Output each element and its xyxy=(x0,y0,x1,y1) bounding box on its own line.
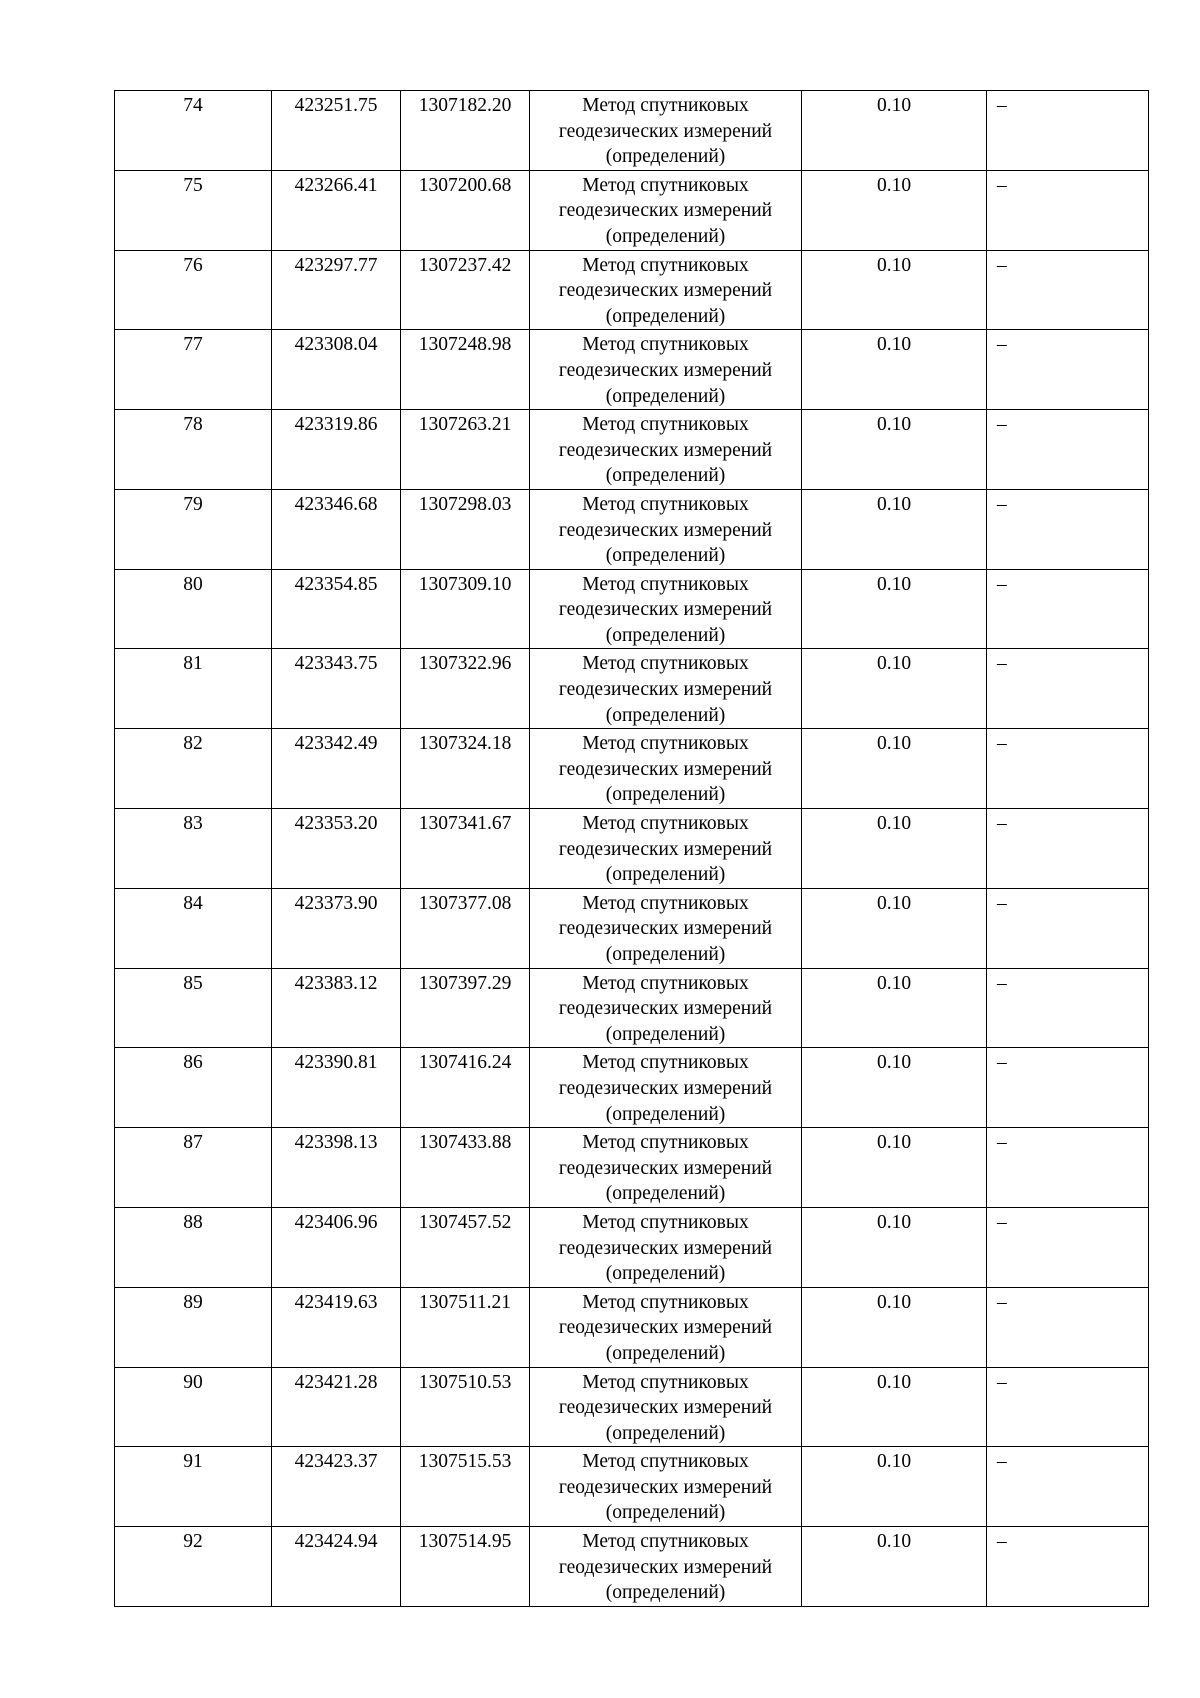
table-row xyxy=(115,649,1149,729)
coordinate-y-cell: 1307298.03 xyxy=(401,489,530,569)
table-row xyxy=(115,250,1149,330)
coordinate-x-cell: 423383.12 xyxy=(272,968,401,1048)
point-number-cell: 78 xyxy=(115,410,272,490)
note-cell: – xyxy=(987,489,1149,569)
method-cell xyxy=(530,1447,802,1527)
method-text-line: (определений) xyxy=(605,1023,726,1045)
method-cell xyxy=(530,170,802,250)
point-number-cell: 88 xyxy=(115,1207,272,1287)
method-cell xyxy=(530,1048,802,1128)
coordinate-x-cell: 423251.75 xyxy=(272,91,401,171)
method-text-line: Метод спутниковых xyxy=(582,1451,749,1473)
method-text-line: (определений) xyxy=(605,465,726,487)
table-row xyxy=(115,489,1149,569)
coordinate-y-cell: 1307263.21 xyxy=(401,410,530,490)
method-text-line: геодезических измерений xyxy=(558,1556,773,1578)
coordinate-y-cell: 1307341.67 xyxy=(401,809,530,889)
method-text-line: геодезических измерений xyxy=(558,599,773,621)
note-cell: – xyxy=(987,1447,1149,1527)
point-number-cell: 89 xyxy=(115,1287,272,1367)
method-text-line: геодезических измерений xyxy=(558,519,773,541)
coordinate-y-cell: 1307182.20 xyxy=(401,91,530,171)
note-cell: – xyxy=(987,170,1149,250)
note-cell: – xyxy=(987,1207,1149,1287)
coordinate-x-cell: 423406.96 xyxy=(272,1207,401,1287)
method-cell xyxy=(530,649,802,729)
coordinate-y-cell: 1307510.53 xyxy=(401,1367,530,1447)
method-text-line: геодезических измерений xyxy=(558,200,773,222)
accuracy-cell: 0.10 xyxy=(802,649,987,729)
method-text-line: (определений) xyxy=(605,385,726,407)
coordinate-y-cell: 1307416.24 xyxy=(401,1048,530,1128)
note-cell: – xyxy=(987,1048,1149,1128)
method-text-line: Метод спутниковых xyxy=(582,1211,749,1233)
method-text-line: Метод спутниковых xyxy=(582,254,749,276)
accuracy-cell: 0.10 xyxy=(802,489,987,569)
method-text-line: (определений) xyxy=(605,784,726,806)
note-cell: – xyxy=(987,250,1149,330)
point-number-cell: 82 xyxy=(115,729,272,809)
table-row xyxy=(115,1048,1149,1128)
method-text-line: геодезических измерений xyxy=(558,439,773,461)
coordinate-x-cell: 423398.13 xyxy=(272,1128,401,1208)
note-cell: – xyxy=(987,1287,1149,1367)
point-number-cell: 86 xyxy=(115,1048,272,1128)
method-text-line: Метод спутниковых xyxy=(582,1531,749,1553)
method-text-line: (определений) xyxy=(605,704,726,726)
method-text-line: Метод спутниковых xyxy=(582,174,749,196)
method-text-line: геодезических измерений xyxy=(558,1237,773,1259)
coordinate-y-cell: 1307433.88 xyxy=(401,1128,530,1208)
method-cell xyxy=(530,1367,802,1447)
method-text-line: Метод спутниковых xyxy=(582,892,749,914)
point-number-cell: 87 xyxy=(115,1128,272,1208)
method-cell xyxy=(530,330,802,410)
coordinate-x-cell: 423419.63 xyxy=(272,1287,401,1367)
method-cell xyxy=(530,489,802,569)
accuracy-cell: 0.10 xyxy=(802,1367,987,1447)
method-cell xyxy=(530,91,802,171)
method-cell xyxy=(530,569,802,649)
method-cell xyxy=(530,968,802,1048)
coordinate-y-cell: 1307309.10 xyxy=(401,569,530,649)
coordinate-x-cell: 423390.81 xyxy=(272,1048,401,1128)
coordinate-x-cell: 423319.86 xyxy=(272,410,401,490)
point-number-cell: 92 xyxy=(115,1527,272,1607)
table-row xyxy=(115,968,1149,1048)
method-text-line: геодезических измерений xyxy=(558,838,773,860)
method-text-line: Метод спутниковых xyxy=(582,813,749,835)
method-text-line: (определений) xyxy=(605,1103,726,1125)
note-cell: – xyxy=(987,968,1149,1048)
point-number-cell: 83 xyxy=(115,809,272,889)
method-text-line: геодезических измерений xyxy=(558,679,773,701)
table-row xyxy=(115,1287,1149,1367)
method-text-line: Метод спутниковых xyxy=(582,1371,749,1393)
table-row xyxy=(115,410,1149,490)
method-text-line: (определений) xyxy=(605,1582,726,1604)
point-number-cell: 80 xyxy=(115,569,272,649)
point-number-cell: 91 xyxy=(115,1447,272,1527)
method-text-line: геодезических измерений xyxy=(558,758,773,780)
method-cell xyxy=(530,809,802,889)
table-row xyxy=(115,91,1149,171)
accuracy-cell: 0.10 xyxy=(802,809,987,889)
point-number-cell: 90 xyxy=(115,1367,272,1447)
method-text-line: Метод спутниковых xyxy=(582,733,749,755)
coordinate-x-cell: 423342.49 xyxy=(272,729,401,809)
accuracy-cell: 0.10 xyxy=(802,1447,987,1527)
point-number-cell: 77 xyxy=(115,330,272,410)
method-text-line: (определений) xyxy=(605,1342,726,1364)
method-text-line: Метод спутниковых xyxy=(582,573,749,595)
coordinate-x-cell: 423266.41 xyxy=(272,170,401,250)
table-row xyxy=(115,1128,1149,1208)
method-text-line: (определений) xyxy=(605,624,726,646)
point-number-cell: 81 xyxy=(115,649,272,729)
method-cell xyxy=(530,1207,802,1287)
method-cell xyxy=(530,1527,802,1607)
point-number-cell: 85 xyxy=(115,968,272,1048)
accuracy-cell: 0.10 xyxy=(802,1527,987,1607)
method-cell xyxy=(530,1287,802,1367)
method-text-line: геодезических измерений xyxy=(558,1397,773,1419)
coordinate-x-cell: 423354.85 xyxy=(272,569,401,649)
point-number-cell: 75 xyxy=(115,170,272,250)
point-number-cell: 79 xyxy=(115,489,272,569)
method-text-line: (определений) xyxy=(605,864,726,886)
coordinate-x-cell: 423308.04 xyxy=(272,330,401,410)
method-text-line: геодезических измерений xyxy=(558,998,773,1020)
accuracy-cell: 0.10 xyxy=(802,729,987,809)
method-text-line: Метод спутниковых xyxy=(582,1132,749,1154)
method-text-line: геодезических измерений xyxy=(558,359,773,381)
coordinate-x-cell: 423423.37 xyxy=(272,1447,401,1527)
coordinate-y-cell: 1307511.21 xyxy=(401,1287,530,1367)
accuracy-cell: 0.10 xyxy=(802,1287,987,1367)
coordinate-x-cell: 423346.68 xyxy=(272,489,401,569)
method-cell xyxy=(530,729,802,809)
point-number-cell: 84 xyxy=(115,888,272,968)
coordinate-y-cell: 1307515.53 xyxy=(401,1447,530,1527)
table-row xyxy=(115,1367,1149,1447)
coordinates-table xyxy=(114,90,1149,1607)
accuracy-cell: 0.10 xyxy=(802,250,987,330)
method-text-line: Метод спутниковых xyxy=(582,1291,749,1313)
table-row xyxy=(115,729,1149,809)
method-text-line: геодезических измерений xyxy=(558,120,773,142)
point-number-cell: 74 xyxy=(115,91,272,171)
coordinate-y-cell: 1307397.29 xyxy=(401,968,530,1048)
method-text-line: геодезических измерений xyxy=(558,918,773,940)
coordinate-x-cell: 423353.20 xyxy=(272,809,401,889)
method-cell xyxy=(530,1128,802,1208)
method-text-line: (определений) xyxy=(605,146,726,168)
accuracy-cell: 0.10 xyxy=(802,888,987,968)
coordinate-x-cell: 423343.75 xyxy=(272,649,401,729)
note-cell: – xyxy=(987,729,1149,809)
method-text-line: геодезических измерений xyxy=(558,1317,773,1339)
note-cell: – xyxy=(987,91,1149,171)
method-text-line: Метод спутниковых xyxy=(582,653,749,675)
coordinate-x-cell: 423373.90 xyxy=(272,888,401,968)
coordinate-y-cell: 1307457.52 xyxy=(401,1207,530,1287)
coordinate-x-cell: 423424.94 xyxy=(272,1527,401,1607)
method-text-line: (определений) xyxy=(605,225,726,247)
table-row xyxy=(115,330,1149,410)
coordinate-x-cell: 423421.28 xyxy=(272,1367,401,1447)
method-cell xyxy=(530,410,802,490)
note-cell: – xyxy=(987,888,1149,968)
method-text-line: (определений) xyxy=(605,1183,726,1205)
accuracy-cell: 0.10 xyxy=(802,1048,987,1128)
method-text-line: геодезических измерений xyxy=(558,1077,773,1099)
method-text-line: (определений) xyxy=(605,1502,726,1524)
method-text-line: Метод спутниковых xyxy=(582,972,749,994)
accuracy-cell: 0.10 xyxy=(802,569,987,649)
table-row xyxy=(115,170,1149,250)
table-row xyxy=(115,809,1149,889)
method-cell xyxy=(530,888,802,968)
table-row xyxy=(115,888,1149,968)
accuracy-cell: 0.10 xyxy=(802,170,987,250)
accuracy-cell: 0.10 xyxy=(802,91,987,171)
coordinate-x-cell: 423297.77 xyxy=(272,250,401,330)
method-text-line: (определений) xyxy=(605,1263,726,1285)
coordinate-y-cell: 1307237.42 xyxy=(401,250,530,330)
method-text-line: Метод спутниковых xyxy=(582,493,749,515)
method-text-line: Метод спутниковых xyxy=(582,95,749,116)
point-number-cell: 76 xyxy=(115,250,272,330)
note-cell: – xyxy=(987,649,1149,729)
note-cell: – xyxy=(987,1527,1149,1607)
method-text-line: геодезических измерений xyxy=(558,280,773,302)
table-row xyxy=(115,1207,1149,1287)
method-text-line: Метод спутниковых xyxy=(582,414,749,436)
coordinate-y-cell: 1307322.96 xyxy=(401,649,530,729)
method-text-line: (определений) xyxy=(605,944,726,965)
note-cell: – xyxy=(987,809,1149,889)
accuracy-cell: 0.10 xyxy=(802,1128,987,1208)
accuracy-cell: 0.10 xyxy=(802,330,987,410)
method-text-line: (определений) xyxy=(605,1422,726,1444)
coordinate-y-cell: 1307200.68 xyxy=(401,170,530,250)
method-text-line: (определений) xyxy=(605,305,726,327)
coordinate-y-cell: 1307248.98 xyxy=(401,330,530,410)
method-text-line: геодезических измерений xyxy=(558,1157,773,1179)
note-cell: – xyxy=(987,410,1149,490)
table-row xyxy=(115,569,1149,649)
coordinate-y-cell: 1307324.18 xyxy=(401,729,530,809)
coordinate-y-cell: 1307514.95 xyxy=(401,1527,530,1607)
note-cell: – xyxy=(987,330,1149,410)
table-row xyxy=(115,1527,1149,1607)
method-text-line: геодезических измерений xyxy=(558,1476,773,1498)
table-row xyxy=(115,1447,1149,1527)
coordinate-y-cell: 1307377.08 xyxy=(401,888,530,968)
accuracy-cell: 0.10 xyxy=(802,410,987,490)
method-cell xyxy=(530,250,802,330)
method-text-line: Метод спутниковых xyxy=(582,334,749,356)
accuracy-cell: 0.10 xyxy=(802,968,987,1048)
method-text-line: Метод спутниковых xyxy=(582,1052,749,1074)
note-cell: – xyxy=(987,1367,1149,1447)
method-text-line: (определений) xyxy=(605,545,726,567)
note-cell: – xyxy=(987,569,1149,649)
coordinates-table-body xyxy=(115,91,1149,1607)
note-cell: – xyxy=(987,1128,1149,1208)
accuracy-cell: 0.10 xyxy=(802,1207,987,1287)
